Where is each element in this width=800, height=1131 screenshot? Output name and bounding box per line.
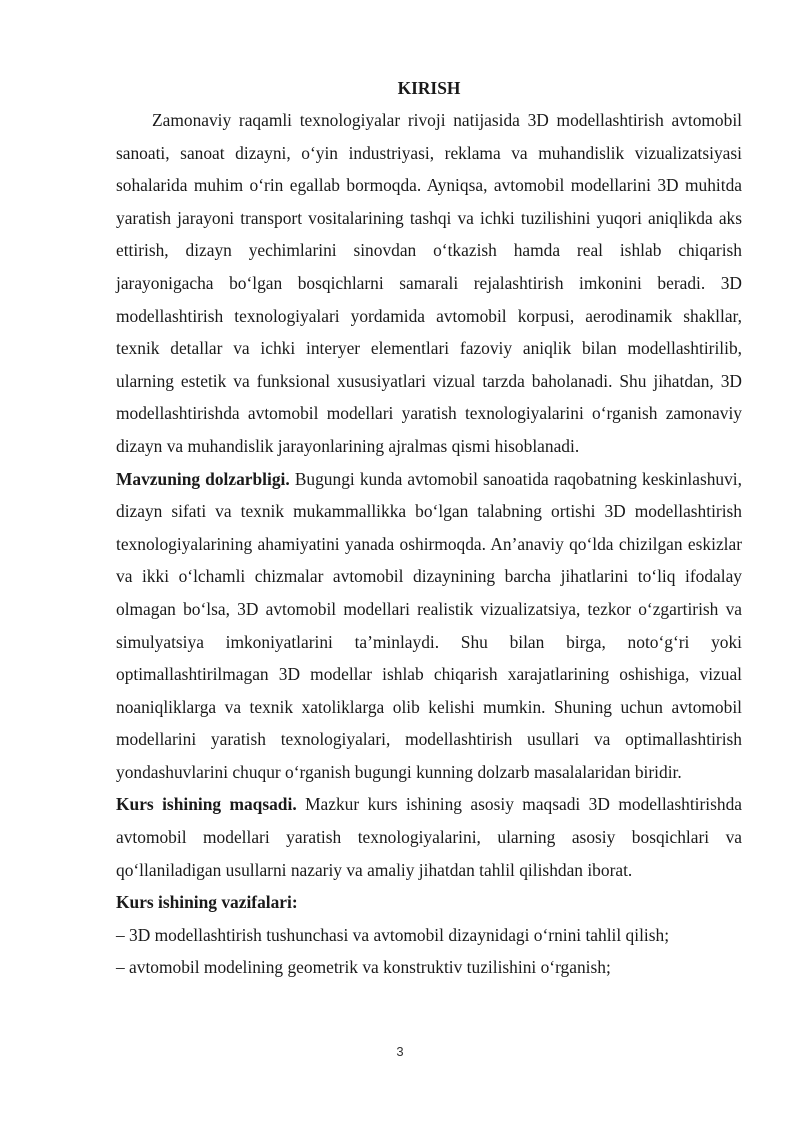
task-item-2: – avtomobil modelining geometrik va konstruktiv tuzilishini o‘rganish;	[116, 957, 611, 978]
relevance-text: Bugungi kunda avtomobil sanoatida raqobatning keskinlashuvi, dizayn sifati va texnik mukammallikka bo‘lgan talabning ortishi 3D modellashtirish texnologiyalarining ahamiyatini yanada oshirmoqda. An’anaviy qo‘lda chizilgan eskizlar va ikki o‘lchamli chizmalar avtomobil dizaynining barcha jihatlarini to‘liq ifodalay olmagan bo‘lsa, 3D avtomobil modellari realistik vizualizatsiya, tezkor o‘zgartirish va simulyatsiya imkoniyatlarini ta’minlaydi. Shu bilan birga, noto‘g‘ri yoki optimallashtirilmagan 3D modellar ishlab chiqarish xarajatlarining oshishiga, vizual noaniqliklarga va texnik xatoliklarga olib kelishi mumkin. Shuning uchun avtomobil modellarini yaratish texnologiyalari, modellashtirish usullari va optimallashtirish yondashuvlarini chuqur o‘rganish bugungi kunning dolzarb masalalaridan biridir.	[116, 468, 742, 782]
goal-paragraph	[116, 788, 742, 886]
goal-heading: Kurs ishining maqsadi.	[116, 794, 297, 815]
relevance-paragraph	[116, 463, 742, 789]
intro-paragraph: Zamonaviy raqamli texnologiyalar rivoji natijasida 3D modellashtirish avtomobil sanoati, sanoat dizayni, o‘yin industriyasi, reklama va muhandislik vizualizatsiyasi sohalarida muhim o‘rin egallab bormoqda. Ayniqsa, avtomobil modellarini 3D muhitda yaratish jarayoni transport vositalarining tashqi va ichki tuzilishini yuqori aniqlikda aks ettirish, dizayn yechimlarini sinovdan o‘tkazish hamda real ishlab chiqarish jarayonigacha bo‘lgan bosqichlarni samarali rejalashtirish imkonini beradi. 3D modellashtirish texnologiyalari yordamida avtomobil korpusi, aerodinamik shakllar, texnik detallar va ichki interyer elementlari fazoviy aniqlik bilan modellashtirilib, ularning estetik va funksional xususiyatlari vizual tarzda baholanadi. Shu jihatdan, 3D modellashtirishda avtomobil modellari yaratish texnologiyalarini o‘rganish zamonaviy dizayn va muhandislik jarayonlarining ajralmas qismi hisoblanadi.	[116, 110, 742, 456]
goal-text: Mazkur kurs ishining asosiy maqsadi 3D modellashtirishda avtomobil modellari yaratish texnologiyalarini, ularning asosiy bosqichlari va qo‘llaniladigan usullarni nazariy va amaliy jihatdan tahlil qilishdan iborat.	[116, 794, 742, 880]
task-item-1: – 3D modellashtirish tushunchasi va avtomobil dizaynidagi o‘rnini tahlil qilish;	[116, 924, 670, 945]
relevance-heading: Mavzuning dolzarbligi.	[116, 468, 290, 489]
section-title: KIRISH	[397, 78, 461, 98]
document-body	[116, 74, 742, 984]
page-number: 3	[396, 1044, 404, 1059]
tasks-heading: Kurs ishining vazifalari:	[116, 892, 298, 913]
